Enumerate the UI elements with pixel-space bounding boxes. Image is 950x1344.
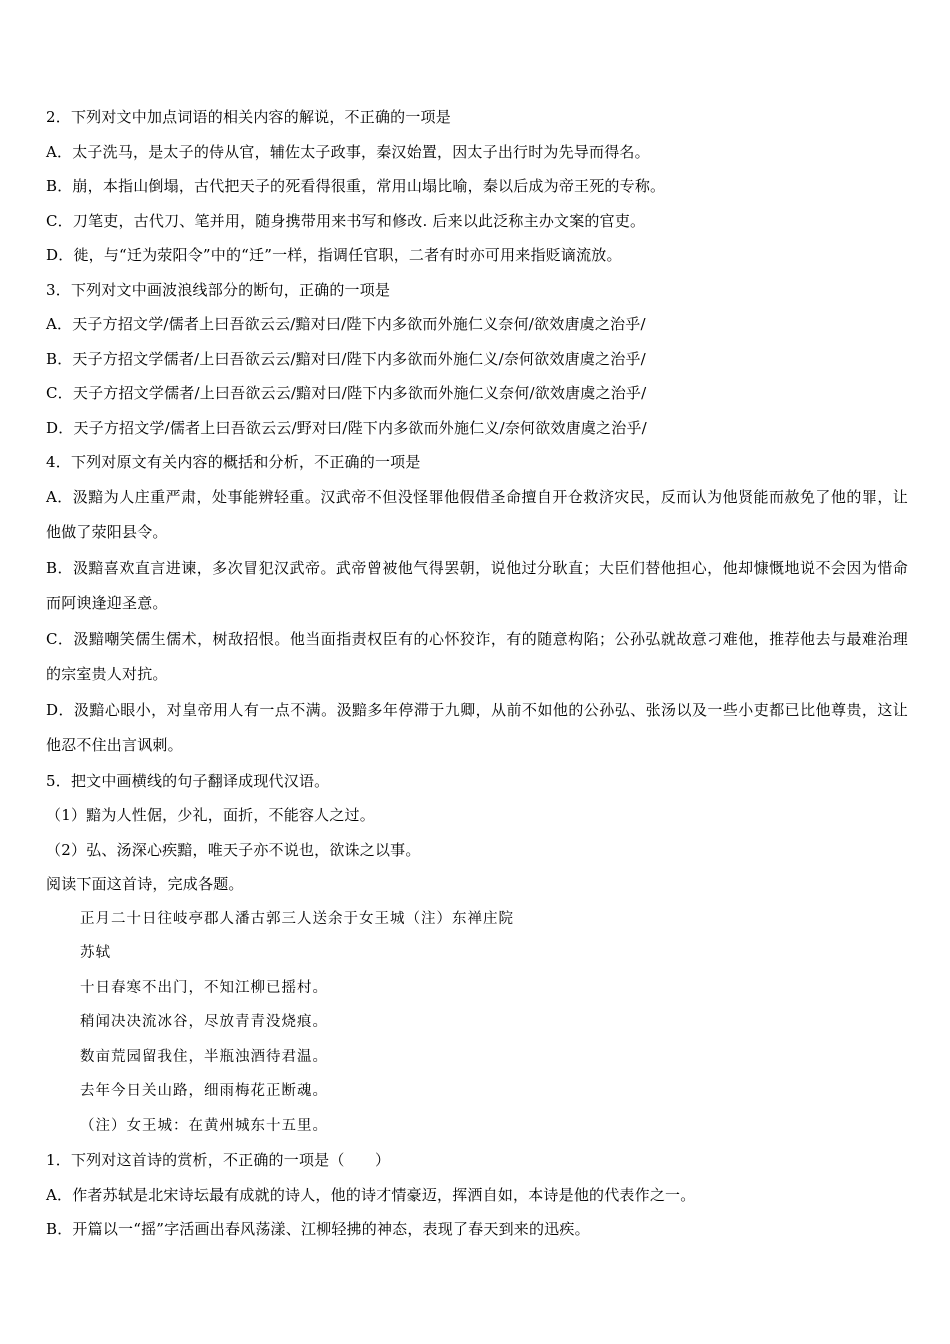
q2-option-a: A．太子洗马，是太子的侍从官，辅佐太子政事，秦汉始置，因太子出行时为先导而得名。 xyxy=(46,142,650,161)
q5-stem: 5．把文中画横线的句子翻译成现代汉语。 xyxy=(46,771,330,790)
q2-stem: 2．下列对文中加点词语的相关内容的解说，不正确的一项是 xyxy=(46,108,451,126)
q4-option-d: D．汲黯心眼小，对皇帝用人有一点不满。汲黯多年停滞于九卿，从前不如他的公孙弘、张汤以及一些小吏都已比他尊贵，这让他忍不住出言讽刺。 xyxy=(46,700,908,754)
q2-option-d: D．徙，与“迁为荥阳令”中的“迁”一样，指调任官职，二者有时亦可用来指贬谪流放。 xyxy=(46,246,622,264)
q4-stem: 4．下列对原文有关内容的概括和分析，不正确的一项是 xyxy=(46,453,421,471)
pq1-option-a: A．作者苏轼是北宋诗坛最有成就的诗人，他的诗才情豪迈，挥洒自如，本诗是他的代表作之一。 xyxy=(46,1185,696,1204)
exam-page xyxy=(46,100,908,1247)
q4-option-c: C．汲黯嘲笑儒生儒术，树敌招恨。他当面指责权臣有的心怀狡诈，有的随意构陷；公孙弘就故意刁难他，推荐他去与最难治理的宗室贵人对抗。 xyxy=(46,629,908,683)
poem-line-4: 去年今日关山路，细雨梅花正断魂。 xyxy=(80,1083,328,1099)
poem-note: （注）女王城：在黄州城东十五里。 xyxy=(80,1117,328,1134)
q3-option-b: B．天子方招文学儒者/上曰吾欲云云/黯对曰/陛下内多欲而外施仁义/奈何欲效唐虞之治乎/ xyxy=(46,349,646,368)
q3-option-c: C．天子方招文学儒者/上曰吾欲云云/黯对曰/陛下内多欲而外施仁义奈何/欲效唐虞之治乎/ xyxy=(46,384,647,402)
q5-item-2: （2）弘、汤深心疾黯，唯天子亦不说也，欲诛之以事。 xyxy=(46,840,421,859)
reading-intro: 阅读下面这首诗，完成各题。 xyxy=(46,875,244,893)
q2-option-c: C．刀笔吏，古代刀、笔并用，随身携带用来书写和修改. 后来以此泛称主办文案的官吏。 xyxy=(46,211,646,230)
q5-item-1: （1）黯为人性倨，少礼，面折，不能容人之过。 xyxy=(46,806,375,824)
q4-option-b: B．汲黯喜欢直言进谏，多次冒犯汉武帝。武帝曾被他气得罢朝，说他过分耿直；大臣们替他担心，他却慷慨地说不会因为惜命而阿谀逢迎圣意。 xyxy=(46,558,908,612)
q3-option-d: D．天子方招文学/儒者上曰吾欲云云/野对曰/陛下内多欲而外施仁义/奈何欲效唐虞之治乎/ xyxy=(46,418,647,437)
pq1-stem: 1．下列对这首诗的赏析，不正确的一项是（ ） xyxy=(46,1151,391,1169)
q4-option-a: A．汲黯为人庄重严肃，处事能辨轻重。汉武帝不但没怪罪他假借圣命擅自开仓救济灾民，反而认为他贤能而赦免了他的罪，让他做了荥阳县令。 xyxy=(46,487,908,541)
q2-option-b: B．崩，本指山倒塌，古代把天子的死看得很重，常用山塌比喻，秦以后成为帝王死的专称。 xyxy=(46,177,666,195)
poem-author: 苏轼 xyxy=(80,945,111,961)
q3-stem: 3．下列对文中画波浪线部分的断句，正确的一项是 xyxy=(46,280,391,299)
poem-line-1: 十日春寒不出门，不知江柳已摇村。 xyxy=(80,979,328,996)
poem-line-3: 数亩荒园留我住，半瓶浊酒待君温。 xyxy=(80,1048,328,1065)
poem-title: 正月二十日往岐亭郡人潘古郭三人送余于女王城（注）东禅庄院 xyxy=(80,910,514,927)
poem-line-2: 稍闻决决流冰谷，尽放青青没烧痕。 xyxy=(80,1014,328,1030)
pq1-option-b: B．开篇以一“摇”字活画出春风荡漾、江柳轻拂的神态，表现了春天到来的迅疾。 xyxy=(46,1220,590,1238)
q3-option-a: A．天子方招文学/儒者上曰吾欲云云/黯对曰/陛下内多欲而外施仁义奈何/欲效唐虞之治乎/ xyxy=(46,315,646,333)
